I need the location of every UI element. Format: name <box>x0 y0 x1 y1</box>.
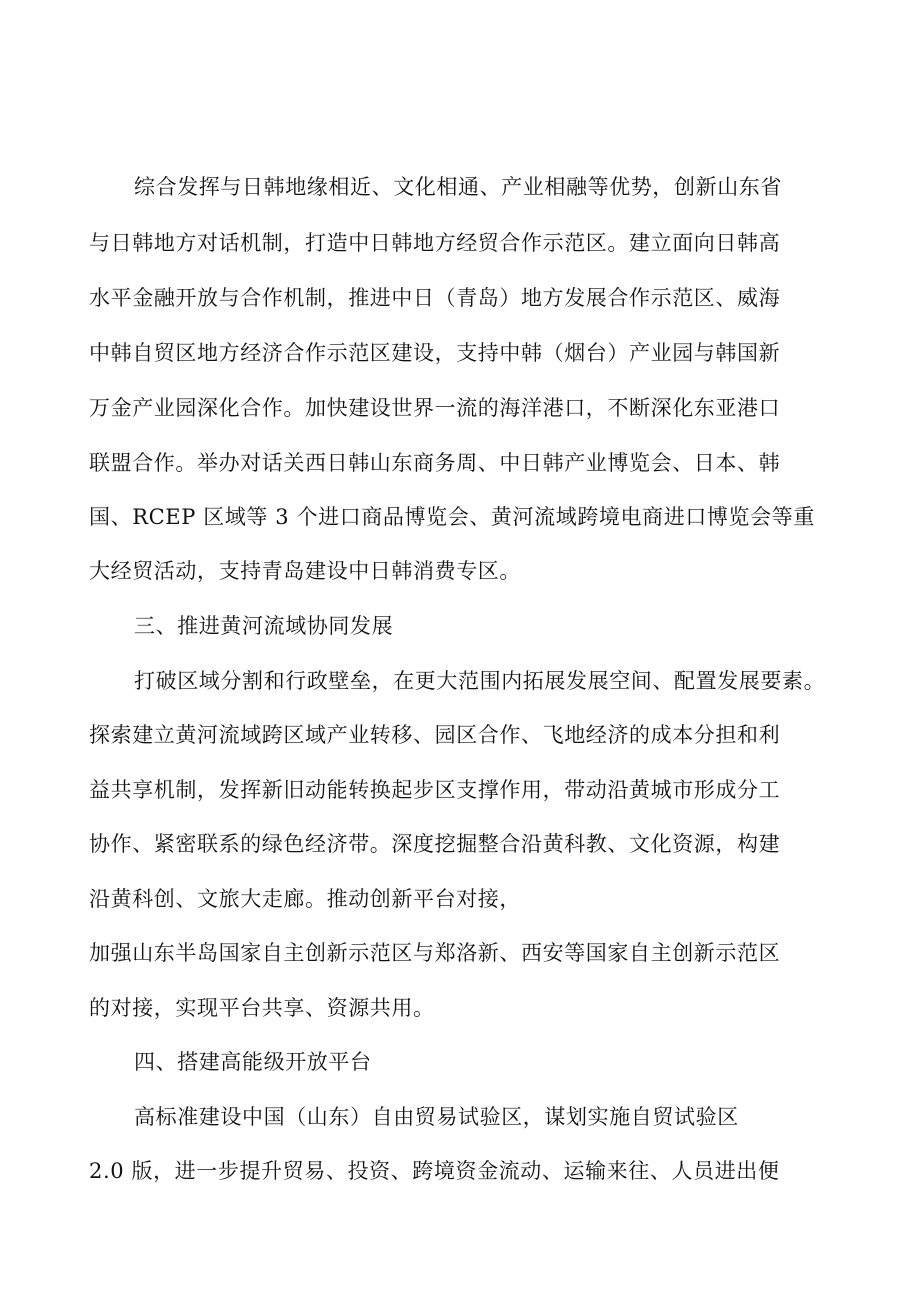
paragraph-2-line-4: 协作、紧密联系的绿色经济带。深度挖掘整合沿黄科教、文化资源，构建 <box>89 832 781 856</box>
paragraph-1-line-2: 与日韩地方对话机制，打造中日韩地方经贸合作示范区。建立面向日韩高 <box>89 231 781 255</box>
paragraph-2-line-5: 沿黄科创、文旅大走廊。推动创新平台对接， <box>89 887 521 911</box>
paragraph-2-line-6: 加强山东半岛国家自主创新示范区与郑洛新、西安等国家自主创新示范区 <box>89 941 781 965</box>
paragraph-2-line-1: 打破区域分割和行政壁垒，在更大范围内拓展发展空间、配置发展要素。 <box>134 669 826 693</box>
paragraph-1-line-7: 国、RCEP 区域等 3 个进口商品博览会、黄河流域跨境电商进口博览会等重 <box>89 505 815 529</box>
paragraph-1-line-8: 大经贸活动，支持青岛建设中日韩消费专区。 <box>89 559 521 583</box>
paragraph-1-line-5: 万金产业园深化合作。加快建设世界一流的海洋港口，不断深化东亚港口 <box>89 396 781 420</box>
paragraph-1-line-6: 联盟合作。举办对话关西日韩山东商务周、中日韩产业博览会、日本、韩 <box>89 451 781 475</box>
paragraph-2-line-2: 探索建立黄河流域跨区域产业转移、园区合作、飞地经济的成本分担和利 <box>89 723 781 747</box>
paragraph-1-line-1: 综合发挥与日韩地缘相近、文化相通、产业相融等优势，创新山东省 <box>134 175 782 199</box>
paragraph-1-line-3: 水平金融开放与合作机制，推进中日（青岛）地方发展合作示范区、威海 <box>89 286 781 310</box>
paragraph-2-line-7: 的对接，实现平台共享、资源共用。 <box>89 996 435 1020</box>
paragraph-3-line-2: 2.0 版，进一步提升贸易、投资、跨境资金流动、运输来往、人员进出便 <box>89 1159 780 1183</box>
section-heading-4: 四、搭建高能级开放平台 <box>134 1050 372 1074</box>
paragraph-2-line-3: 益共享机制，发挥新旧动能转换起步区支撑作用，带动沿黄城市形成分工 <box>89 778 781 802</box>
section-heading-3: 三、推进黄河流域协同发展 <box>134 614 394 638</box>
paragraph-1-line-4: 中韩自贸区地方经济合作示范区建设，支持中韩（烟台）产业园与韩国新 <box>89 341 781 365</box>
paragraph-3-line-1: 高标准建设中国（山东）自由贸易试验区，谋划实施自贸试验区 <box>134 1105 739 1129</box>
